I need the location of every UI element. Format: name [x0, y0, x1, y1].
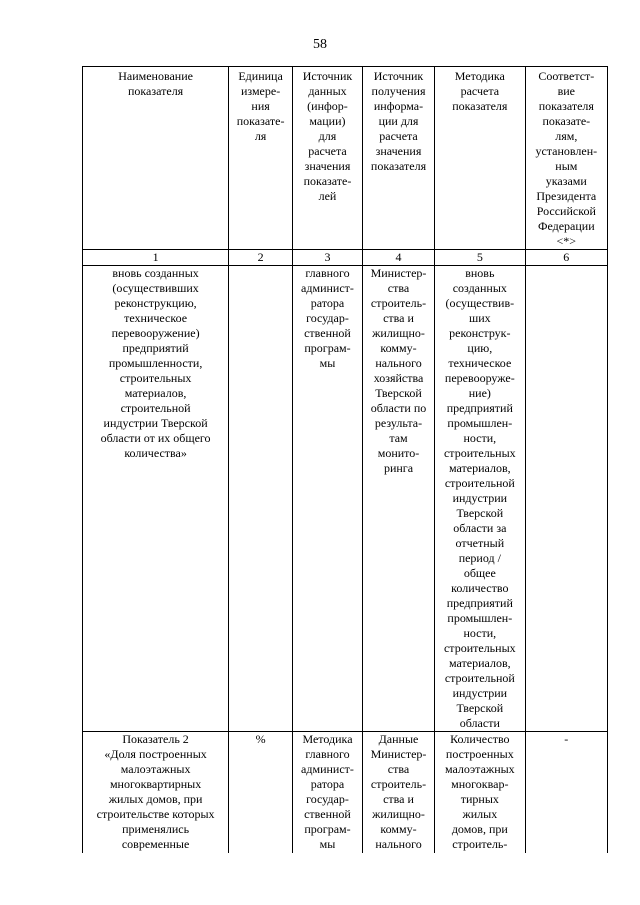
cell-unit: % [229, 732, 293, 854]
header-calculation-method: Методика расчета показателя [435, 67, 526, 250]
cell-data-source: главного админист- ратора государ- ственной програм- мы [292, 266, 362, 732]
column-number: 4 [362, 250, 434, 266]
header-presidential-decree-match: Соответст- вие показателя показате- лям, установлен- ным указами Президента Российской Федерации <*> [525, 67, 607, 250]
cell-data-source: Методика главного админист- ратора государ- ственной програм- мы [292, 732, 362, 854]
cell-info-source: Данные Министер- ства строитель- ства и жилищно- комму- нального [362, 732, 434, 854]
header-unit: Единица измере- ния показате- ля [229, 67, 293, 250]
table-row [83, 266, 608, 732]
cell-indicator-name: вновь созданных (осуществивших реконструкцию, техническое перевооружение) предприятий промышленности, строительных материалов, строительной индустрии Тверской области от их общего количества» [83, 266, 229, 732]
header-data-source: Источник данных (инфор- мации) для расчета значения показате- лей [292, 67, 362, 250]
indicator-table [82, 66, 608, 853]
cell-calculation-method: вновь созданных (осуществив- ших реконструк- цию, техническое перевооруже- ние) предприятий промышлен- ности, строительных материалов, строительной индустрии Тверской области за отчетный период / общее количество предприятий промышлен- ности, строительных материалов, строительной индустрии Тверской области [435, 266, 526, 732]
cell-calculation-method: Количество построенных малоэтажных многоквар- тирных жилых домов, при строитель- [435, 732, 526, 854]
cell-decree-match [525, 266, 607, 732]
page-number: 58 [313, 37, 327, 52]
cell-unit [229, 266, 293, 732]
column-number: 3 [292, 250, 362, 266]
cell-indicator-name: Показатель 2 «Доля построенных малоэтажных многоквартирных жилых домов, при строительстве которых применялись современные [83, 732, 229, 854]
cell-info-source: Министер- ства строитель- ства и жилищно- комму- нального хозяйства Тверской области по результа- там монито- ринга [362, 266, 434, 732]
header-indicator-name: Наименование показателя [83, 67, 229, 250]
column-number: 1 [83, 250, 229, 266]
cell-decree-match: - [525, 732, 607, 854]
column-number-row [83, 250, 608, 266]
column-number: 6 [525, 250, 607, 266]
table-row [83, 732, 608, 854]
header-info-source: Источник получения информа- ции для расчета значения показателя [362, 67, 434, 250]
column-number: 2 [229, 250, 293, 266]
column-number: 5 [435, 250, 526, 266]
table-header-row [83, 67, 608, 250]
